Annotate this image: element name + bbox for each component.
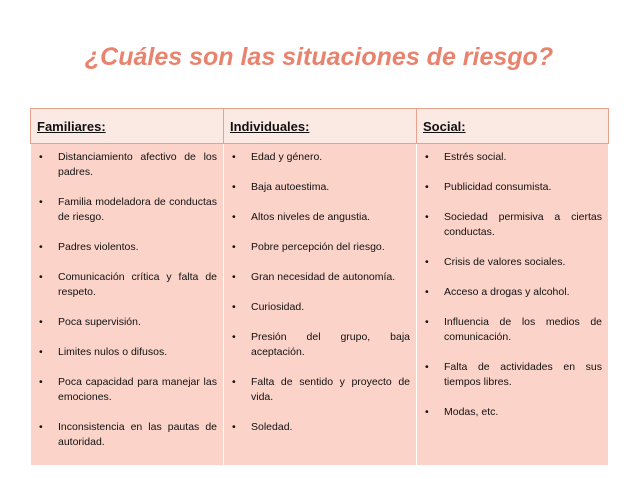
header-individuales: Individuales:	[224, 109, 417, 144]
list-item: • Distanciamiento afectivo de los padres.	[37, 150, 217, 180]
list-item: • Curiosidad.	[230, 300, 410, 315]
list-item: • Modas, etc.	[423, 405, 602, 420]
list-item: • Influencia de los medios de comunicación.	[423, 315, 602, 345]
list-item: • Familia modeladora de conductas de riesgo.	[37, 195, 217, 225]
list-item: • Publicidad consumista.	[423, 180, 602, 195]
table-body-row	[31, 144, 609, 466]
list-item: • Altos niveles de angustia.	[230, 210, 410, 225]
column-individuales	[224, 144, 417, 466]
header-social: Social:	[417, 109, 609, 144]
list-item: • Falta de sentido y proyecto de vida.	[230, 375, 410, 405]
list-item: • Gran necesidad de autonomía.	[230, 270, 410, 285]
list-item: • Comunicación crítica y falta de respeto.	[37, 270, 217, 300]
column-familiares	[31, 144, 224, 466]
familiares-list	[37, 150, 217, 450]
list-item: • Baja autoestima.	[230, 180, 410, 195]
list-item: • Poca supervisión.	[37, 315, 217, 330]
list-item: • Falta de actividades en sus tiempos libres.	[423, 360, 602, 390]
social-list	[423, 150, 602, 420]
list-item: • Sociedad permisiva a ciertas conductas.	[423, 210, 602, 240]
list-item: • Inconsistencia en las pautas de autoridad.	[37, 420, 217, 450]
table-header-row	[31, 109, 609, 144]
page-title: ¿Cuáles son las situaciones de riesgo?	[84, 43, 554, 71]
list-item: • Crisis de valores sociales.	[423, 255, 602, 270]
list-item: • Limites nulos o difusos.	[37, 345, 217, 360]
column-social	[417, 144, 609, 466]
list-item: • Poca capacidad para manejar las emociones.	[37, 375, 217, 405]
risk-situations-table	[30, 108, 609, 466]
individuales-list	[230, 150, 410, 435]
header-familiares: Familiares:	[31, 109, 224, 144]
list-item: • Padres violentos.	[37, 240, 217, 255]
list-item: • Soledad.	[230, 420, 410, 435]
list-item: • Estrés social.	[423, 150, 602, 165]
list-item: • Acceso a drogas y alcohol.	[423, 285, 602, 300]
list-item: • Pobre percepción del riesgo.	[230, 240, 410, 255]
list-item: • Edad y género.	[230, 150, 410, 165]
list-item: • Presión del grupo, baja aceptación.	[230, 330, 410, 360]
